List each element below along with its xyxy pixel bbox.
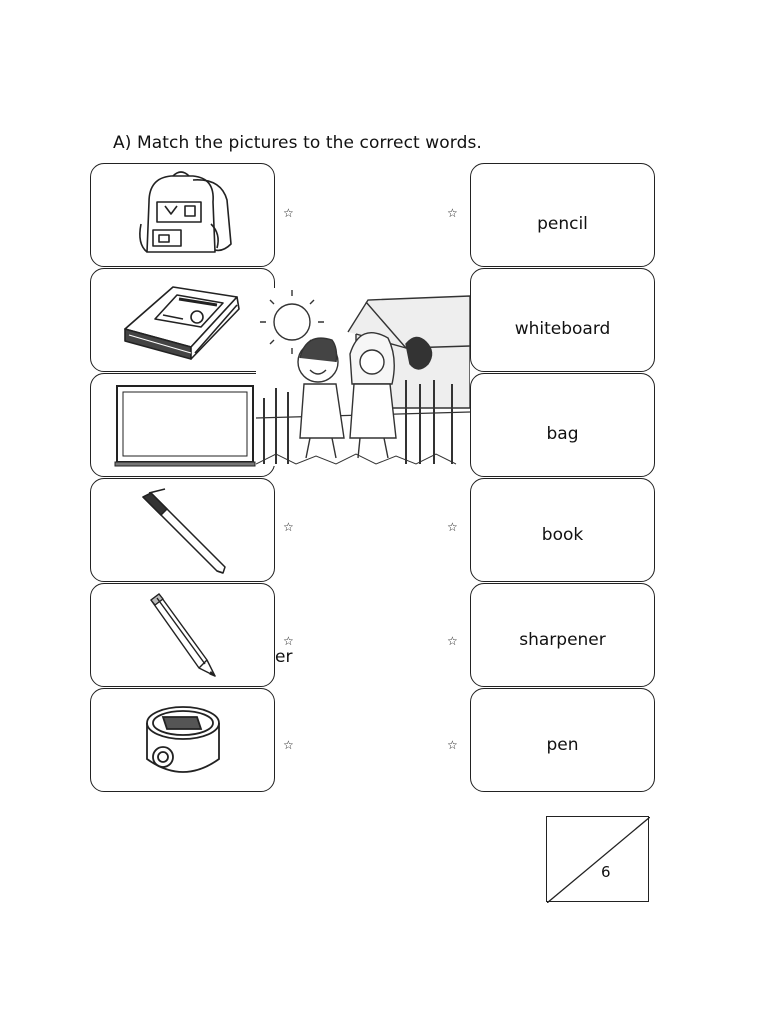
picture-box-pen — [90, 478, 275, 582]
score-total: 6 — [601, 863, 611, 881]
backpack-icon — [91, 164, 276, 268]
star-icon[interactable]: ☆ — [447, 520, 458, 534]
word-box-sharpener — [470, 583, 655, 687]
sharpener-icon — [91, 689, 276, 793]
picture-box-whiteboard — [90, 373, 275, 477]
word-label: bag — [546, 424, 579, 444]
star-icon[interactable]: ☆ — [447, 634, 458, 648]
picture-box-bag — [90, 163, 275, 267]
word-box-whiteboard — [470, 268, 655, 372]
star-icon[interactable]: ☆ — [283, 206, 294, 220]
book-icon — [91, 269, 276, 373]
word-box-bag — [470, 373, 655, 477]
picture-box-book — [90, 268, 275, 372]
picture-box-sharpener — [90, 688, 275, 792]
word-box-book — [470, 478, 655, 582]
children-illustration — [256, 288, 470, 466]
word-label: whiteboard — [514, 319, 611, 339]
star-icon[interactable]: ☆ — [447, 738, 458, 752]
word-label: book — [541, 525, 584, 545]
whiteboard-icon — [91, 374, 276, 478]
picture-box-pencil — [90, 583, 275, 687]
star-icon[interactable]: ☆ — [283, 520, 294, 534]
word-label: pen — [546, 735, 579, 755]
word-box-pencil — [470, 163, 655, 267]
instruction-text: A) Match the pictures to the correct words. — [113, 133, 482, 153]
star-icon[interactable]: ☆ — [283, 738, 294, 752]
stray-text: er — [275, 647, 293, 667]
word-box-pen — [470, 688, 655, 792]
score-box — [546, 816, 649, 902]
star-icon[interactable]: ☆ — [447, 206, 458, 220]
star-icon[interactable]: ☆ — [283, 634, 294, 648]
pen-icon — [91, 479, 276, 583]
pencil-icon — [91, 584, 276, 688]
word-label: sharpener — [519, 630, 606, 650]
word-label: pencil — [537, 214, 588, 234]
score-divider — [547, 817, 650, 903]
